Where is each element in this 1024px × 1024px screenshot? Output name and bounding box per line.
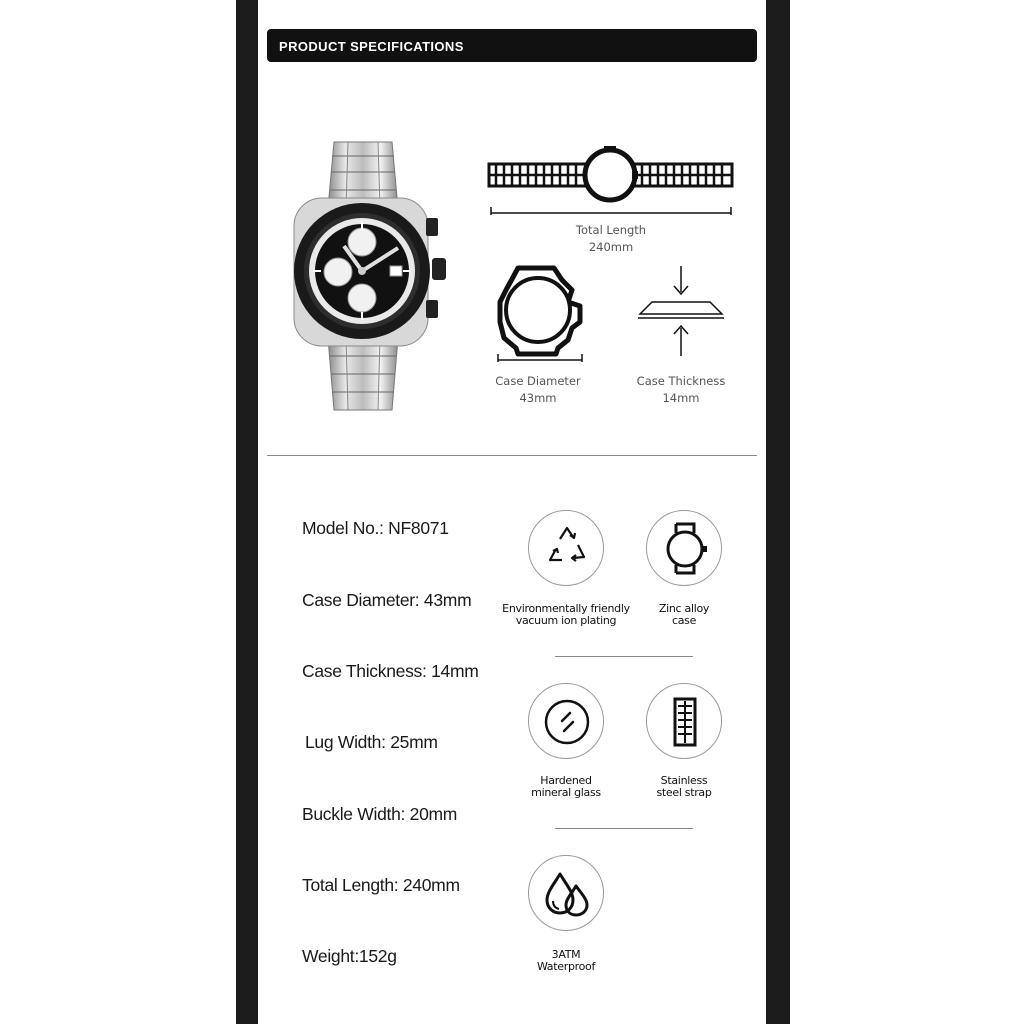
- glass-icon: [528, 683, 604, 759]
- recycle-icon: [528, 510, 604, 586]
- background-left: [0, 0, 236, 1024]
- strap-icon: [646, 683, 722, 759]
- water-drops-icon: [528, 855, 604, 931]
- case-thickness-diagram: [634, 262, 728, 358]
- spec-model-number: Model No.: NF8071: [302, 518, 449, 538]
- case-diameter-caption: [468, 373, 608, 407]
- spec-buckle-width: Buckle Width: 20mm: [302, 804, 458, 824]
- feature-divider-1: [555, 656, 693, 657]
- total-length-caption: [541, 222, 681, 256]
- header-bar: [267, 29, 757, 62]
- leather-border-right: [766, 0, 790, 1024]
- spec-lug-width: Lug Width: 25mm: [305, 732, 438, 752]
- spec-case-thickness: Case Thickness: 14mm: [302, 661, 479, 681]
- spec-case-diameter: Case Diameter: 43mm: [302, 590, 472, 610]
- feature-label-waterproof: 3ATM Waterproof: [536, 948, 596, 973]
- spec-weight: Weight:152g: [302, 946, 397, 966]
- page-title: PRODUCT SPECIFICATIONS: [279, 39, 464, 54]
- feature-label-case: Zinc alloy case: [658, 602, 710, 627]
- spec-panel: [258, 0, 766, 1024]
- feature-label-strap: Stainless steel strap: [656, 774, 712, 799]
- feature-divider-2: [555, 828, 693, 829]
- spec-total-length: Total Length: 240mm: [302, 875, 460, 895]
- case-thickness-caption: [611, 373, 751, 407]
- case-diameter-label: Case Diameter: [495, 374, 581, 388]
- watch-product-image: [286, 138, 456, 413]
- case-diameter-diagram: [496, 262, 586, 364]
- background-right: [790, 0, 1024, 1024]
- case-thickness-value: 14mm: [662, 391, 700, 405]
- case-thickness-label: Case Thickness: [636, 374, 726, 388]
- total-length-label: Total Length: [575, 223, 647, 237]
- watch-case-icon: [646, 510, 722, 586]
- feature-label-glass: Hardened mineral glass: [531, 774, 601, 799]
- strap-length-diagram: [486, 142, 736, 222]
- total-length-value: 240mm: [588, 240, 634, 254]
- case-diameter-value: 43mm: [519, 391, 557, 405]
- section-divider: [267, 455, 757, 456]
- leather-border-left: [236, 0, 258, 1024]
- feature-label-plating: Environmentally friendly vacuum ion plating: [502, 602, 630, 627]
